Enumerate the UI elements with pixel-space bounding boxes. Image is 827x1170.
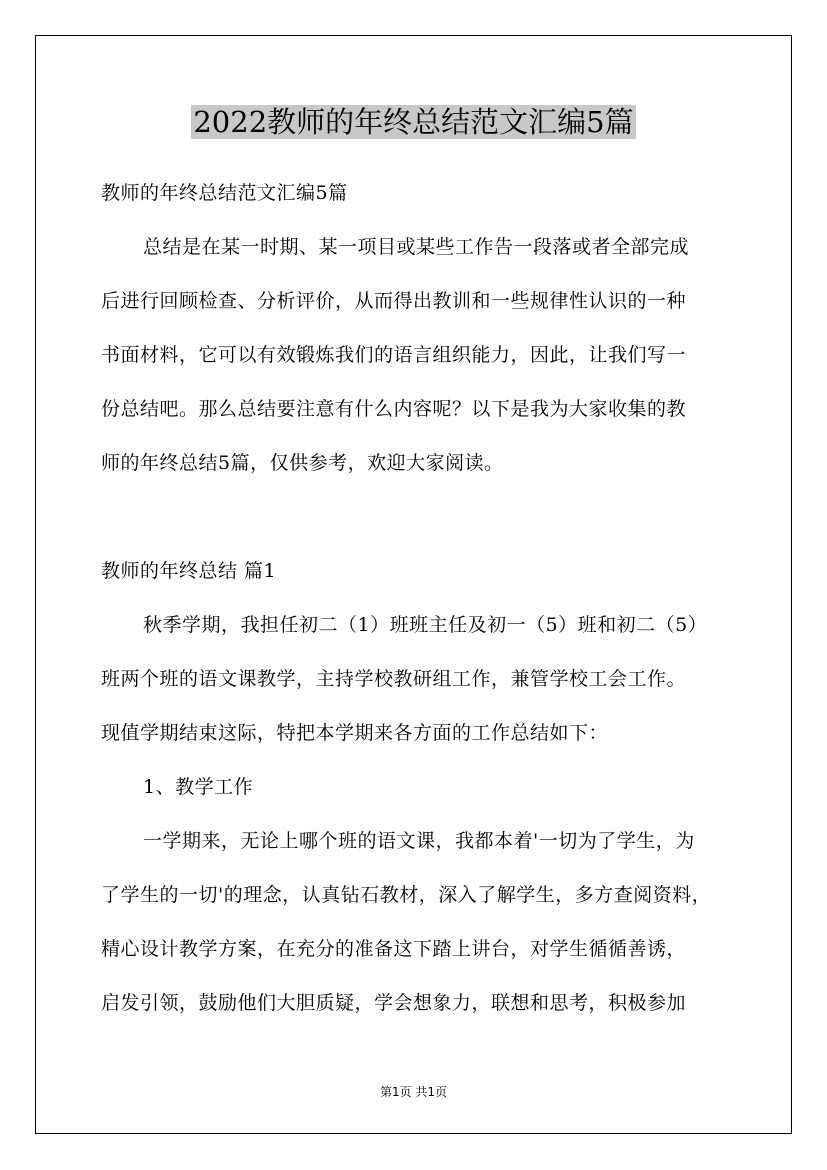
paragraph-line: 启发引领，鼓励他们大胆质疑，学会想象力，联想和思考，积极参加 [101, 992, 687, 1014]
document-title [0, 100, 827, 144]
paragraph-line: 书面材料，它可以有效锻炼我们的语言组织能力，因此，让我们写一 [101, 344, 687, 366]
paragraph-line: 后进行回顾检查、分析评价，从而得出教训和一些规律性认识的一种 [101, 290, 687, 312]
paragraph-line: 秋季学期，我担任初二（1）班班主任及初一（5）班和初二（5） [143, 614, 708, 636]
subtitle-line: 教师的年终总结范文汇编5篇 [101, 182, 348, 204]
paragraph-line: 精心设计教学方案，在充分的准备这下踏上讲台，对学生循循善诱， [101, 938, 687, 960]
paragraph-line: 师的年终总结5篇，仅供参考，欢迎大家阅读。 [101, 452, 504, 474]
paragraph-line: 一学期来，无论上哪个班的语文课，我都本着'一切为了学生，为 [143, 830, 695, 852]
paragraph-line: 份总结吧。那么总结要注意有什么内容呢？以下是我为大家收集的教 [101, 398, 687, 420]
subsection-heading: 1、教学工作 [143, 776, 254, 798]
paragraph-line: 现值学期结束这际，特把本学期来各方面的工作总结如下： [101, 722, 609, 744]
document-title-text: 2022教师的年终总结范文汇编5篇 [193, 105, 634, 139]
paragraph-line: 总结是在某一时期、某一项目或某些工作告一段落或者全部完成 [143, 236, 690, 258]
section-heading: 教师的年终总结 篇1 [101, 560, 277, 582]
page-footer: 第1页 共1页 [379, 1085, 448, 1099]
paragraph-line: 班两个班的语文课教学，主持学校教研组工作，兼管学校工会工作。 [101, 668, 687, 690]
paragraph-line: 了学生的一切'的理念，认真钻石教材，深入了解学生，多方查阅资料， [101, 884, 712, 906]
